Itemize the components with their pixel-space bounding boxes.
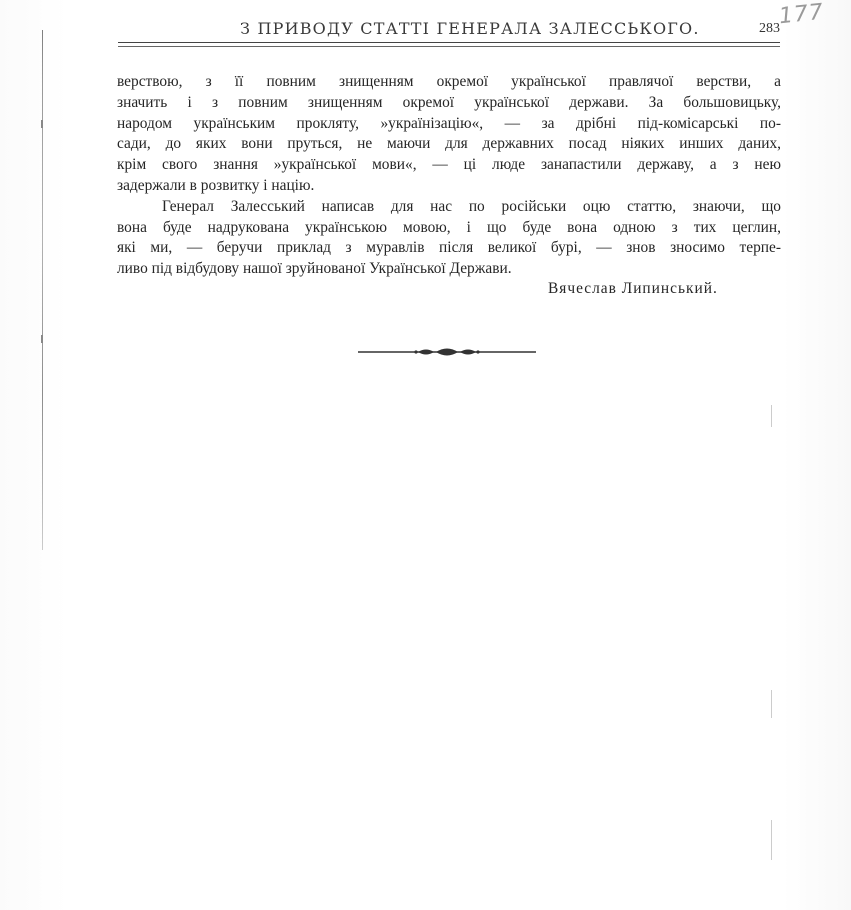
text-line: ливо під відбудову нашої зруйнованої Української Держави. <box>117 260 512 278</box>
page-number: 283 <box>759 21 780 36</box>
text-line: сади, до яких вони пруться, не маючи для державних посад ніяких инших даних, <box>117 135 781 153</box>
paragraph-1 <box>117 72 781 197</box>
article-body <box>117 72 781 280</box>
text-line: народом українським прокляту, »українізацію«, — за дрібні під-комісарські по- <box>117 114 781 132</box>
scan-artifact <box>771 690 772 718</box>
text-line: які ми, — беручи приклад з муравлів після великої бурі, — знов зносимо терпе- <box>117 239 781 257</box>
text-line: задержали в розвитку і націю. <box>117 176 315 194</box>
scan-artifact <box>771 820 772 860</box>
scan-artifact <box>41 335 43 343</box>
paragraph-2 <box>117 197 781 280</box>
header-rule <box>118 42 780 47</box>
ornamental-divider <box>356 344 538 360</box>
text-line: вона буде надрукована українською мовою, і що буде вона одною з тих цеглин, <box>117 218 781 236</box>
author-signature: Вячеслав Липинський. <box>548 280 718 297</box>
text-line: верствою, з її повним знищенням окремої української правлячої верстви, а <box>117 73 781 90</box>
scan-artifact <box>771 405 772 427</box>
text-line: значить і з повним знищенням окремої української держави. За большовицьку, <box>117 93 781 111</box>
scan-edge-mark <box>42 30 43 550</box>
running-header <box>118 16 784 46</box>
running-title: З ПРИВОДУ СТАТТІ ГЕНЕРАЛА ЗАЛЕССЬКОГО. <box>240 19 700 38</box>
handwritten-archive-number: 177 <box>777 0 826 30</box>
scan-artifact <box>41 120 43 128</box>
text-line: крім свого знання »української мови«, — ці люде занапастили державу, а з нею <box>117 156 781 174</box>
text-line: Генерал Залесський написав для нас по російськи оцю статтю, знаючи, що <box>162 197 781 215</box>
